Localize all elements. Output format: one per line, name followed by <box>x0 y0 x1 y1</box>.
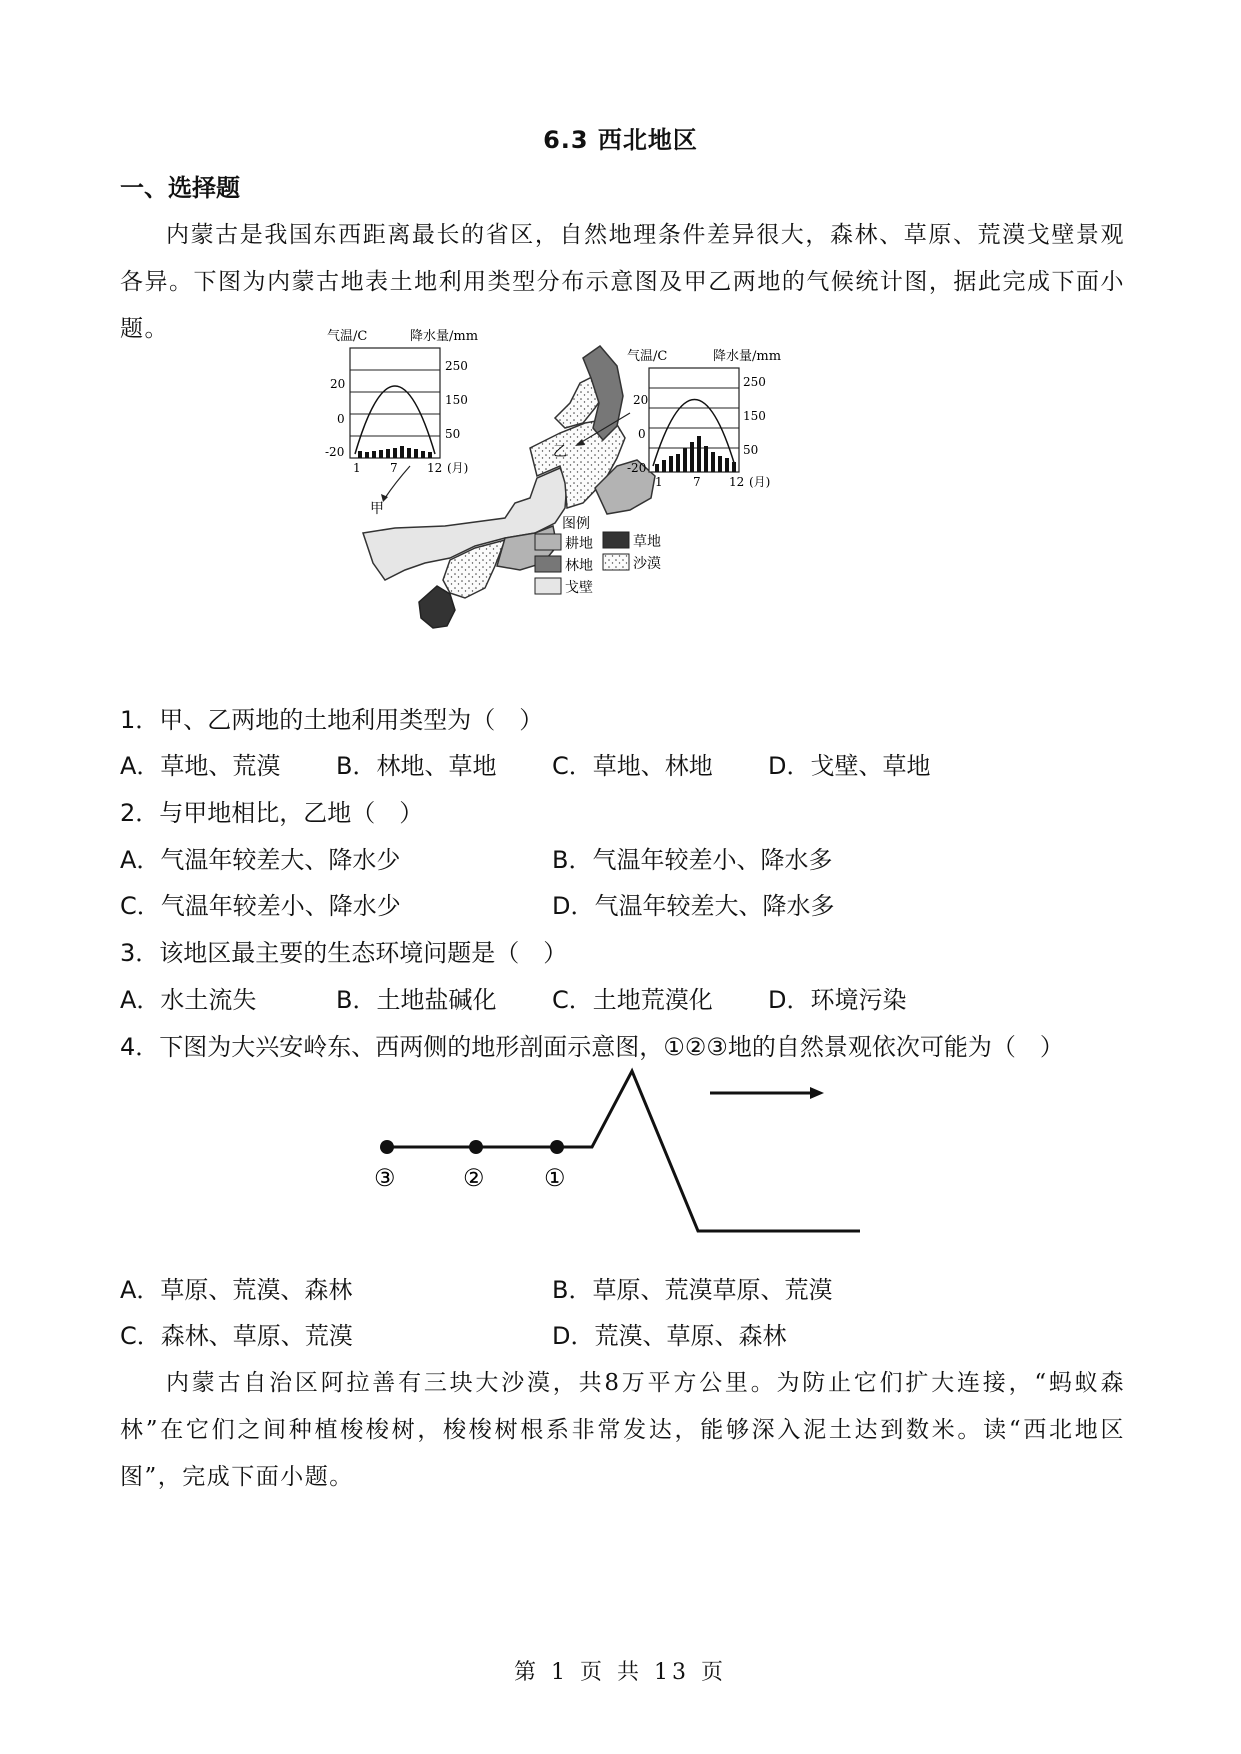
right-temp-tick: -20 <box>627 461 647 475</box>
wind-arrow-head <box>810 1087 824 1099</box>
legend-title: 图例 <box>562 516 590 532</box>
point-2-label: ② <box>463 1164 485 1192</box>
right-x-tick: 7 <box>693 475 701 489</box>
point-1-marker <box>550 1140 564 1154</box>
question-2-option-b: B．气温年较差小、降水多 <box>552 846 833 874</box>
question-1-option-b: B．林地、草地 <box>336 752 497 780</box>
left-precip-label: 降水量/mm <box>410 329 479 344</box>
legend-item-farmland: 耕地 <box>565 536 593 552</box>
question-1-stem: 1．甲、乙两地的土地利用类型为（ ） <box>120 706 544 734</box>
right-x-tick: 12 <box>729 475 745 489</box>
left-x-tick: 1 <box>353 461 361 475</box>
left-precip-tick: 150 <box>445 393 468 407</box>
right-x-unit: (月) <box>749 475 771 489</box>
place-b-label: 乙 <box>553 444 567 460</box>
question-3-option-d: D．环境污染 <box>768 986 907 1014</box>
right-precip-tick: 50 <box>743 443 759 457</box>
question-1-option-a: A．草地、荒漠 <box>120 752 281 780</box>
left-temp-tick: 0 <box>337 412 345 426</box>
terrain-profile-figure <box>360 1065 880 1249</box>
terrain-profile-line <box>387 1071 860 1231</box>
question-4-stem: 4．下图为大兴安岭东、西两侧的地形剖面示意图，①②③地的自然景观依次可能为（ ） <box>120 1033 1064 1061</box>
left-x-unit: (月) <box>447 461 469 475</box>
question-4-option-d: D．荒漠、草原、森林 <box>552 1322 787 1350</box>
question-1-option-d: D．戈壁、草地 <box>768 752 931 780</box>
left-precip-tick: 50 <box>445 427 461 441</box>
point-3-label: ③ <box>374 1164 396 1192</box>
legend-item-gobi: 戈壁 <box>565 580 593 596</box>
left-temp-tick: 20 <box>330 377 346 391</box>
question-2-option-d: D．气温年较差大、降水多 <box>552 892 835 920</box>
left-x-tick: 7 <box>390 461 398 475</box>
left-precip-tick: 250 <box>445 359 468 373</box>
place-a-label: 甲 <box>370 501 384 517</box>
legend-item-grassland: 草地 <box>633 534 661 550</box>
page-footer: 第 1 页 共 13 页 <box>514 1660 727 1685</box>
right-x-tick: 1 <box>655 475 663 489</box>
point-3-marker <box>380 1140 394 1154</box>
left-temp-tick: -20 <box>325 445 345 459</box>
legend-item-forest: 林地 <box>565 558 593 574</box>
left-temp-label: 气温/C <box>327 329 368 344</box>
question-4-option-b: B．草原、荒漠草原、荒漠 <box>552 1276 833 1304</box>
right-temp-label: 气温/C <box>627 349 668 364</box>
question-3-option-b: B．土地盐碱化 <box>336 986 497 1014</box>
intro-paragraph-1: 内蒙古是我国东西距离最长的省区，自然地理条件差异很大，森林、草原、荒漠戈壁景观各异。下图为内蒙古地表土地利用类型分布示意图及甲乙两地的气候统计图，据此完成下面小题。 <box>120 222 1125 342</box>
point-1-label: ① <box>544 1164 566 1192</box>
question-2-option-c: C．气温年较差小、降水少 <box>120 892 401 920</box>
land-use-figure <box>325 329 895 657</box>
question-3-option-c: C．土地荒漠化 <box>552 986 713 1014</box>
intro-paragraph-2: 内蒙古自治区阿拉善有三块大沙漠，共8万平方公里。为防止它们扩大连接，“蚂蚁森林”在它们之间种植梭梭树，梭梭树根系非常发达，能够深入泥土达到数米。读“西北地区图”，完成下面小题。 <box>120 1370 1125 1490</box>
right-temp-tick: 20 <box>633 393 649 407</box>
right-precip-tick: 250 <box>743 375 766 389</box>
right-precip-label: 降水量/mm <box>713 349 782 364</box>
question-2-option-a: A．气温年较差大、降水少 <box>120 846 401 874</box>
question-4-option-a: A．草原、荒漠、森林 <box>120 1276 353 1304</box>
right-climate-chart <box>627 348 781 489</box>
question-2-stem: 2．与甲地相比，乙地（ ） <box>120 799 424 827</box>
section-heading: 一、选择题 <box>120 174 240 202</box>
right-temp-tick: 0 <box>638 427 646 441</box>
left-x-tick: 12 <box>427 461 443 475</box>
right-precip-tick: 150 <box>743 409 766 423</box>
question-3-stem: 3．该地区最主要的生态环境问题是（ ） <box>120 939 568 967</box>
question-3-option-a: A．水土流失 <box>120 986 257 1014</box>
question-1-option-c: C．草地、林地 <box>552 752 713 780</box>
point-2-marker <box>469 1140 483 1154</box>
legend-item-desert: 沙漠 <box>633 556 661 572</box>
question-4-option-c: C．森林、草原、荒漠 <box>120 1322 353 1350</box>
page-title: 6.3 西北地区 <box>543 126 698 154</box>
